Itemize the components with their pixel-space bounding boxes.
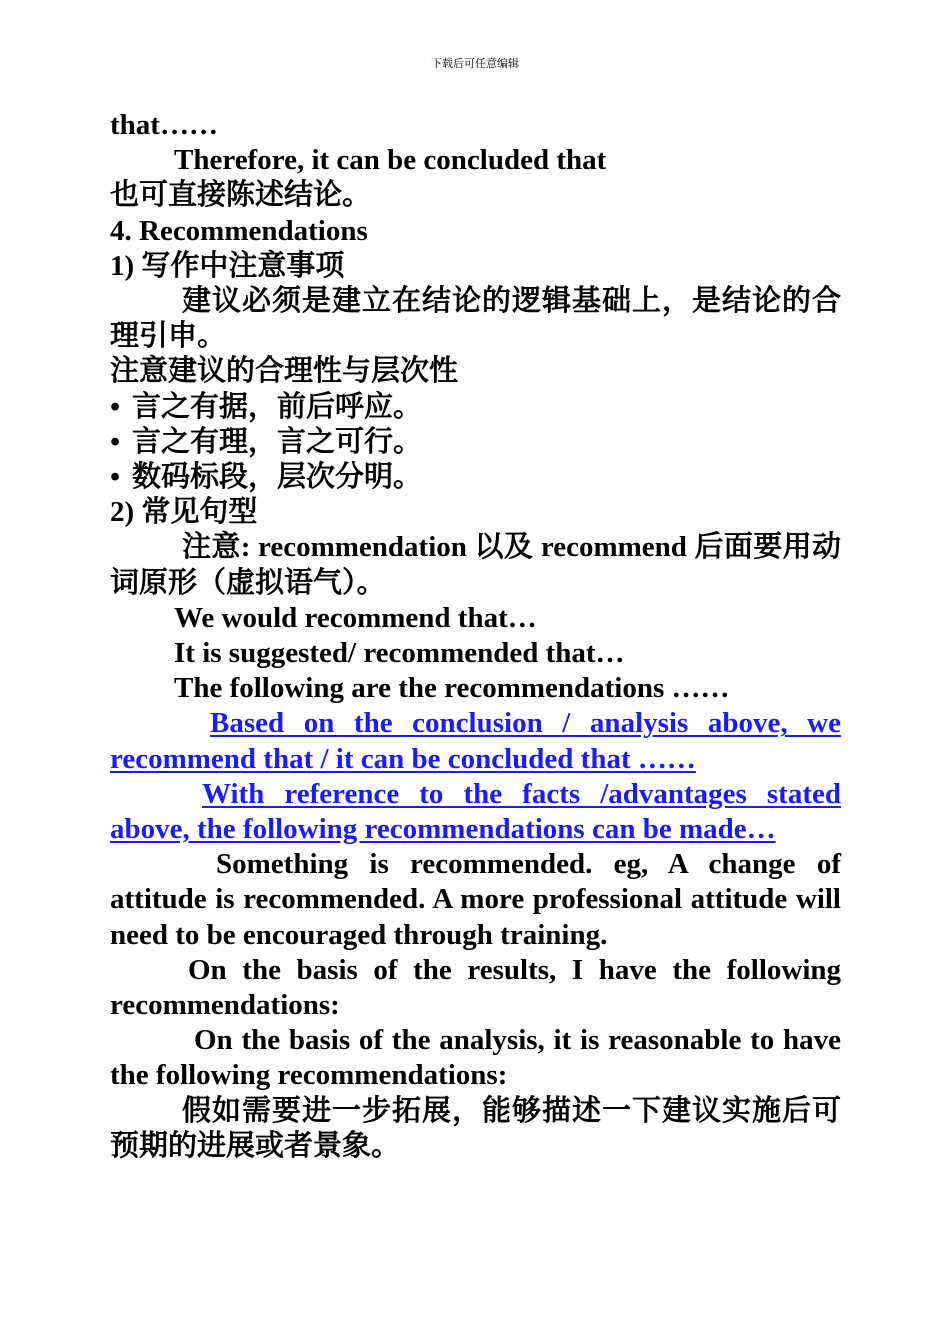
sentence-pattern: It is suggested/ recommended that…: [174, 637, 625, 670]
sentence-pattern: The following are the recommendations ……: [174, 672, 730, 705]
paragraph: 建议必须是建立在结论的逻辑基础上，是结论的合理引申。: [110, 285, 841, 353]
section-heading: 4. Recommendations: [110, 214, 368, 247]
subsection-heading: 1) 写作中注意事项: [110, 249, 345, 282]
bullet-text: 数码标段，层次分明。: [132, 461, 423, 494]
paragraph: 注意: recommendation 以及 recommend 后面要用动词原形（虚拟语气）。: [110, 531, 841, 599]
bullet-text: 言之有据，前后呼应。: [132, 390, 423, 423]
subsection-heading: 2) 常见句型: [110, 496, 258, 529]
bullet-text: 言之有理，言之可行。: [132, 425, 423, 458]
bullet-icon: •: [110, 390, 121, 423]
link-text[interactable]: Based on the conclusion / analysis above, we recommend that / it can be concluded that ……: [110, 707, 841, 775]
link-paragraph[interactable]: [110, 777, 841, 847]
paragraph: On the basis of the results, I have the following recommendations:: [110, 953, 841, 1022]
sentence-pattern: Therefore, it can be concluded that: [174, 144, 607, 177]
text-line: 也可直接陈述结论。: [110, 179, 372, 212]
page-header: 下载后可任意编辑: [431, 57, 519, 70]
bullet-item: [110, 390, 841, 425]
link-text[interactable]: With reference to the facts /advantages stated above, the following recommendations can be made…: [110, 777, 841, 846]
bullet-icon: •: [110, 461, 121, 494]
bullet-icon: •: [110, 425, 121, 458]
paragraph: On the basis of the analysis, it is reasonable to have the following recommendations:: [110, 1024, 841, 1092]
link-paragraph[interactable]: [110, 706, 841, 776]
paragraph: Something is recommended. eg, A change of attitude is recommended. A more professional attitude will need to be encouraged through training.: [110, 848, 841, 951]
bullet-item: [110, 425, 841, 460]
sentence-pattern: We would recommend that…: [174, 601, 537, 634]
paragraph: 假如需要进一步拓展，能够描述一下建议实施后可预期的进展或者景象。: [110, 1094, 841, 1162]
text-line: that……: [110, 109, 218, 141]
text-line: 注意建议的合理性与层次性: [110, 355, 459, 388]
bullet-item: [110, 460, 841, 495]
document-body: [110, 108, 841, 1164]
